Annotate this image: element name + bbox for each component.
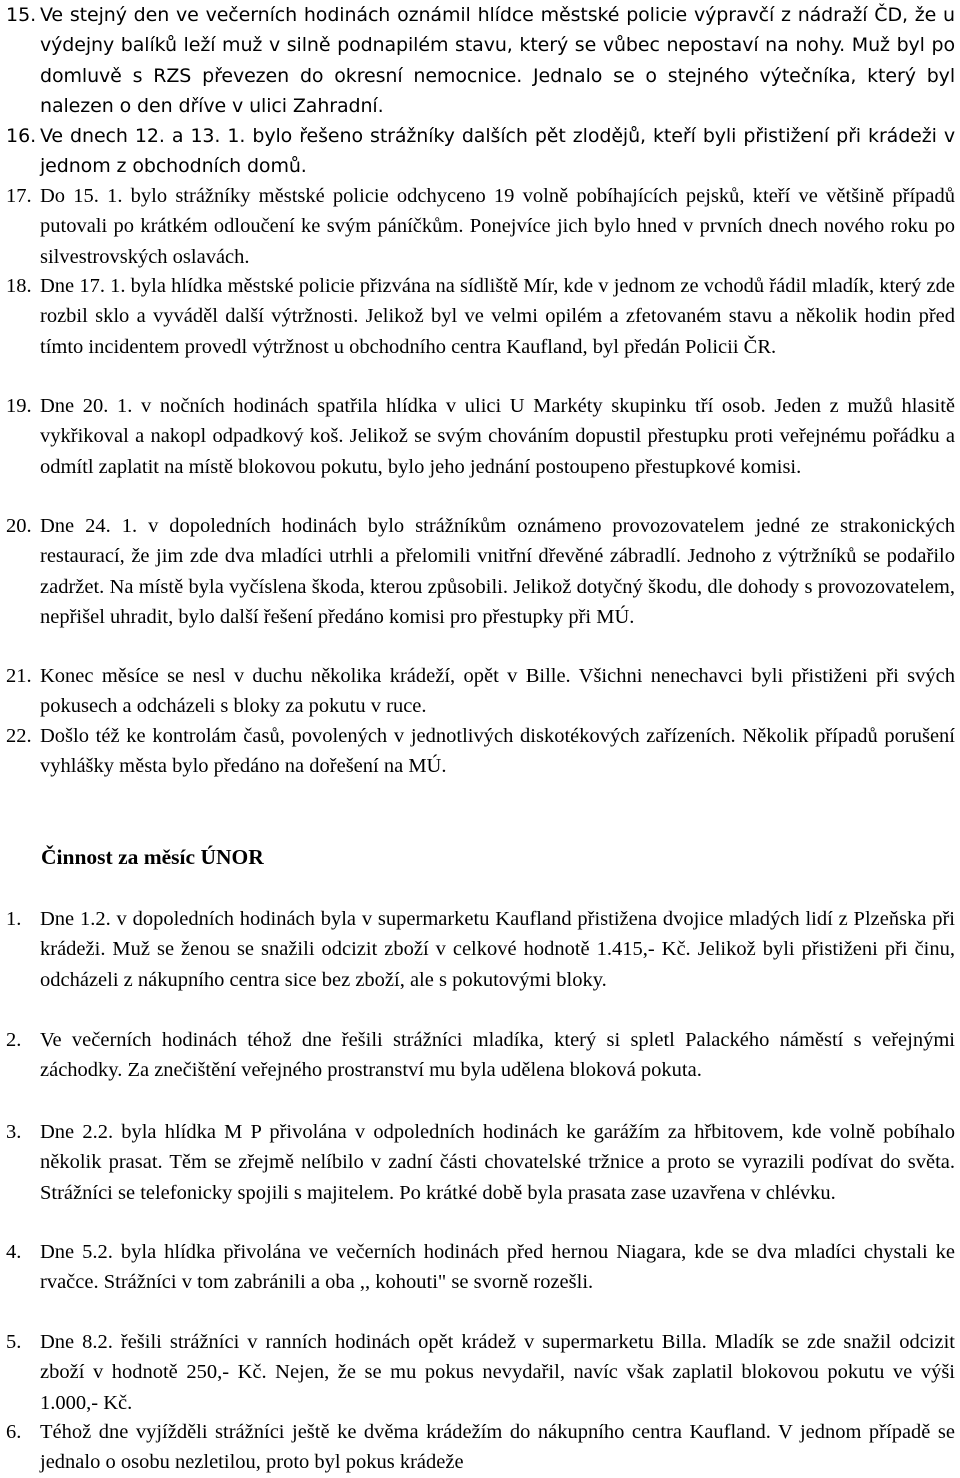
list-item: [0, 0, 955, 121]
list-item: [0, 1417, 955, 1478]
item-text: Ve dnech 12. a 13. 1. bylo řešeno strážníky dalších pět zlodějů, kteří byli přistižení při krádeži v jednom z obchodních domů.: [40, 125, 955, 178]
item-number: 6.: [6, 1421, 22, 1443]
item-number: 20.: [6, 515, 32, 537]
list-item: [0, 121, 955, 182]
list-item: [0, 271, 955, 362]
list-item: [0, 391, 955, 482]
list-item: [0, 661, 955, 722]
item-number: 4.: [6, 1241, 22, 1263]
item-number: 19.: [6, 395, 32, 417]
item-text: Dne 20. 1. v nočních hodinách spatřila hlídka v ulici U Markéty skupinku tří osob. Jeden z mužů hlasitě vykřikoval a nakopl odpadkový koš. Jelikož se svým chováním dopustil přestupku proti veřejnému pořádku a odmítl zaplatit na místě blokovou pokutu, bylo jeho jednání postoupeno přestupkové komisi.: [40, 395, 955, 478]
item-text: Dne 17. 1. byla hlídka městské policie přizvána na sídliště Mír, kde v jednom ze vchodů řádil mladík, který zde rozbil sklo a vyváděl další výtržnosti. Jelikož byl ve velmi opilém a zfetovaném stavu a několik hodin před tímto incidentem provedl výtržnost u obchodního centra Kaufland, byl předán Policii ČR.: [40, 275, 955, 358]
list-item: [0, 181, 955, 272]
item-text: Dne 24. 1. v dopoledních hodinách bylo strážníkům oznámeno provozovatelem jedné ze strakonických restaurací, že jim zde dva mladíci utrhli a přelomili vnitřní dřevěné zábradlí. Jednoho z výtržníků se podařilo zadržet. Na místě byla vyčíslena škoda, kterou způsobili. Jelikož dotyčný škodu, dle dohody s provozovatelem, nepřišel uhradit, bylo další řešení předáno komisi pro přestupky při MÚ.: [40, 515, 955, 628]
item-number: 22.: [6, 725, 32, 747]
item-text: Dne 2.2. byla hlídka M P přivolána v odpoledních hodinách ke garážím za hřbitovem, kde volně pobíhalo několik prasat. Těm se zřejmě nelíbilo v zadní části chovatelské tržnice a proto se vyrazili podívat do světa. Strážníci se telefonicky spojili s majitelem. Po krátké době byla prasata zase uzavřena v chlévku.: [40, 1121, 955, 1204]
item-number: 1.: [6, 908, 22, 930]
item-number: 3.: [6, 1121, 22, 1143]
list-item: [0, 1117, 955, 1208]
item-text: Konec měsíce se nesl v duchu několika krádeží, opět v Bille. Všichni nenechavci byli přistiženi při svých pokusech a odcházeli s bloky za pokutu v ruce.: [40, 665, 955, 718]
list-item: [0, 1237, 955, 1298]
item-number: 2.: [6, 1029, 22, 1051]
item-text: Téhož dne vyjížděli strážníci ještě ke dvěma krádežím do nákupního centra Kaufland. V jednom případě se jednalo o osobu nezletilou, proto byl pokus krádeže: [40, 1421, 955, 1474]
item-text: Do 15. 1. bylo strážníky městské policie odchyceno 19 volně pobíhajících pejsků, kteří ve většině případů putovali po krátkém odloučení ke svým páníčkům. Ponejvíce jich bylo hned v prvních dnech nového roku po silvestrovských oslavách.: [40, 185, 955, 268]
item-text: Ve stejný den ve večerních hodinách oznámil hlídce městské policie výpravčí z nádraží ČD, že u výdejny balíků leží muž v silně podnapilém stavu, který se vůbec nepostaví na nohy. Muž byl po domluvě s RZS převezen do okresní nemocnice. Jednalo se o stejného výtečníka, který byl nalezen o den dříve v ulici Zahradní.: [40, 4, 955, 117]
item-text: Došlo též ke kontrolám časů, povolených v jednotlivých diskotékových zařízeních. Několik případů porušení vyhlášky města bylo předáno na dořešení na MÚ.: [40, 725, 955, 778]
item-number: 15.: [6, 4, 37, 26]
item-text: Ve večerních hodinách téhož dne řešili strážníci mladíka, který si spletl Palackého náměstí s veřejnými záchodky. Za znečištění veřejného prostranství mu byla udělena bloková pokuta.: [40, 1029, 955, 1082]
item-number: 18.: [6, 275, 32, 297]
item-text: Dne 1.2. v dopoledních hodinách byla v supermarketu Kaufland přistižena dvojice mladých lidí z Plzeňska při krádeži. Muž se ženou se snažili odcizit zboží v celkové hodnotě 1.415,- Kč. Jelikož byli přistiženi při činu, odcházeli z nákupního centra sice bez zboží, ale s pokutovými bloky.: [40, 908, 955, 991]
item-text: Dne 8.2. řešili strážníci v ranních hodinách opět krádež v supermarketu Billa. Mladík se zde snažil odcizit zboží v hodnotě 250,- Kč. Nejen, že se mu pokus nevydařil, navíc však zaplatil blokovou pokutu ve výši 1.000,- Kč.: [40, 1331, 955, 1414]
section-heading: Činnost za měsíc ÚNOR: [41, 845, 264, 869]
list-item: [0, 721, 955, 782]
item-number: 16.: [6, 125, 37, 147]
list-item: [0, 1327, 955, 1418]
list-item: [0, 904, 955, 995]
item-text: Dne 5.2. byla hlídka přivolána ve večerních hodinách před hernou Niagara, kde se dva mladíci chystali ke rvačce. Strážníci v tom zabránili a oba ,, kohouti" se svorně rozešli.: [40, 1241, 955, 1294]
list-item: [0, 1025, 955, 1086]
item-number: 5.: [6, 1331, 22, 1353]
item-number: 21.: [6, 665, 32, 687]
item-number: 17.: [6, 185, 32, 207]
list-item: [0, 511, 955, 632]
